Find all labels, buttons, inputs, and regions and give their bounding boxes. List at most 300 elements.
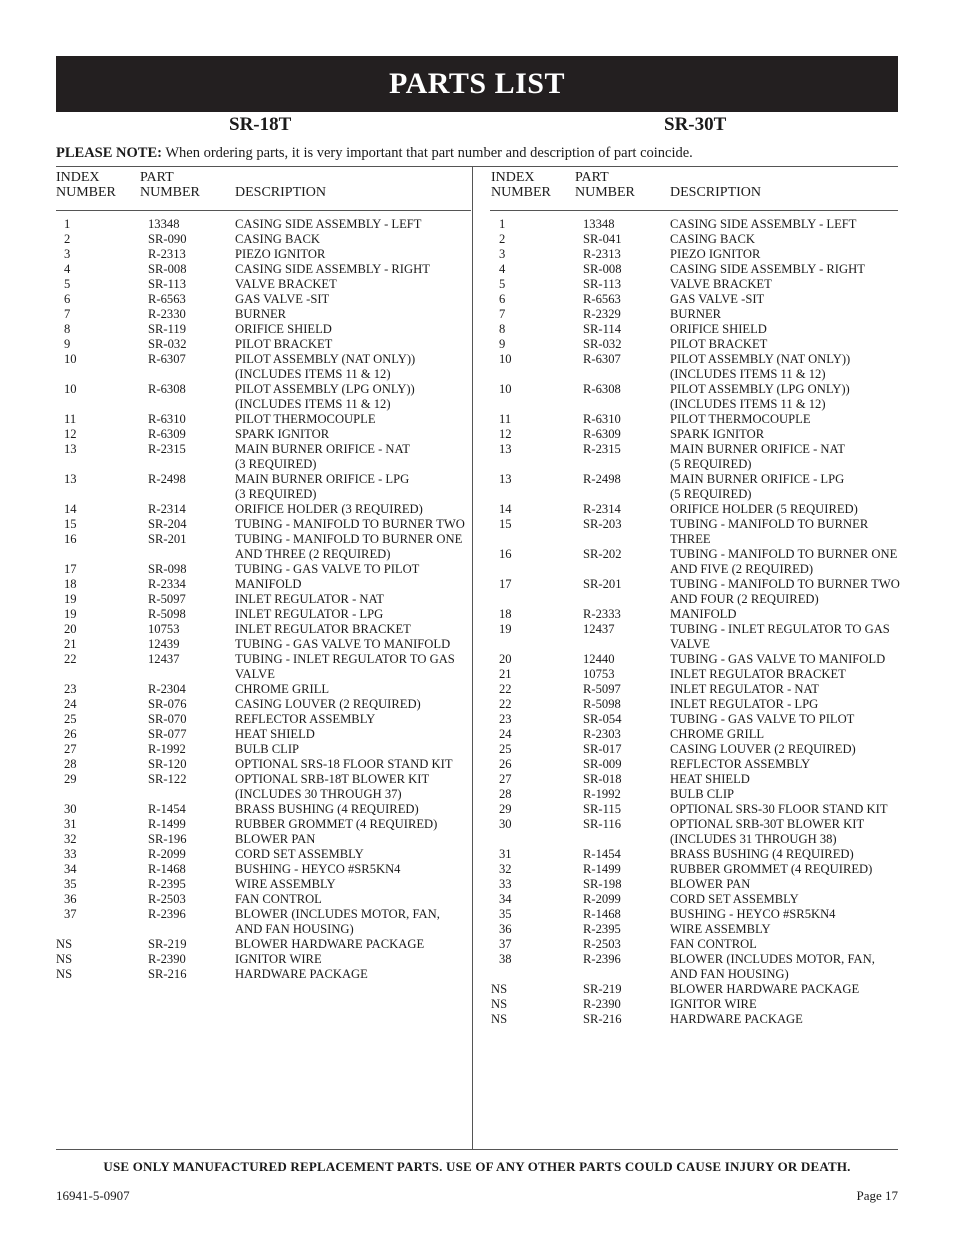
part-number-cell: R-1499: [148, 817, 186, 831]
part-number-cell: R-2503: [583, 937, 621, 951]
part-number-cell: [583, 367, 670, 382]
description-cell: (INCLUDES 31 THROUGH 38): [670, 832, 837, 846]
part-number-cell: R-6310: [148, 412, 186, 426]
description-cell: SPARK IGNITOR: [670, 427, 765, 441]
part-number-cell: SR-113: [148, 277, 187, 291]
part-number-cell: SR-219: [148, 937, 187, 951]
part-number-cell: R-2396: [583, 952, 621, 966]
index-number-cell: 21: [64, 637, 77, 651]
table-row: [56, 607, 465, 622]
description-cell: AND FIVE (2 REQUIRED): [670, 562, 814, 576]
part-number-cell: [583, 562, 670, 577]
table-row: [491, 277, 900, 292]
table-row: [56, 817, 465, 832]
description-cell: CASING SIDE ASSEMBLY - LEFT: [670, 217, 857, 231]
description-cell: ORIFICE SHIELD: [235, 322, 332, 336]
part-number-cell: R-5097: [148, 592, 186, 606]
table-row: [56, 532, 465, 547]
description-cell: BLOWER (INCLUDES MOTOR, FAN,: [670, 952, 875, 966]
table-row: [56, 622, 465, 637]
index-number-cell: [56, 487, 148, 502]
table-row: [491, 772, 900, 787]
part-number-cell: R-6309: [583, 427, 621, 441]
description-cell: MAIN BURNER ORIFICE - NAT: [235, 442, 410, 456]
description-cell: TUBING - MANIFOLD TO BURNER ONE: [235, 532, 463, 546]
table-row: [56, 847, 465, 862]
index-number-cell: 21: [499, 667, 512, 681]
description-cell: FAN CONTROL: [670, 937, 757, 951]
header-part-line2: NUMBER: [575, 185, 635, 200]
table-row: [491, 532, 900, 547]
table-row: [56, 952, 465, 967]
index-number-cell: 13: [64, 442, 77, 456]
table-row: [56, 652, 465, 667]
index-number-cell: 7: [64, 307, 71, 321]
description-cell: MAIN BURNER ORIFICE - NAT: [670, 442, 845, 456]
index-number-cell: 9: [499, 337, 506, 351]
description-cell: (INCLUDES ITEMS 11 & 12): [670, 397, 826, 411]
description-cell: OPTIONAL SRB-18T BLOWER KIT: [235, 772, 430, 786]
description-cell: VALVE: [670, 637, 710, 651]
description-cell: PILOT ASSEMBLY (NAT ONLY)): [235, 352, 416, 366]
part-number-cell: R-2334: [148, 577, 186, 591]
part-number-cell: [148, 787, 235, 802]
table-row: [491, 682, 900, 697]
index-number-cell: 23: [64, 682, 77, 696]
part-number-cell: R-2315: [583, 442, 621, 456]
description-cell: AND FOUR (2 REQUIRED): [670, 592, 819, 606]
part-number-cell: SR-120: [148, 757, 187, 771]
table-row: [56, 502, 465, 517]
table-row: [56, 352, 465, 367]
index-number-cell: 32: [499, 862, 512, 876]
table-row: [56, 742, 465, 757]
index-number-cell: 4: [64, 262, 71, 276]
part-number-cell: SR-202: [583, 547, 622, 561]
index-number-cell: 36: [64, 892, 77, 906]
index-number-cell: 27: [64, 742, 77, 756]
part-number-cell: [583, 592, 670, 607]
part-number-cell: SR-054: [583, 712, 622, 726]
index-number-cell: 15: [64, 517, 77, 531]
description-cell: VALVE BRACKET: [670, 277, 772, 291]
part-number-cell: R-1454: [148, 802, 186, 816]
description-cell: INLET REGULATOR BRACKET: [670, 667, 846, 681]
index-number-cell: 26: [64, 727, 77, 741]
table-row: [56, 667, 465, 682]
part-number-cell: 13348: [583, 217, 615, 231]
part-number-cell: 13348: [148, 217, 180, 231]
part-number-cell: R-2390: [583, 997, 621, 1011]
part-number-cell: SR-201: [583, 577, 622, 591]
description-cell: BLOWER PAN: [235, 832, 316, 846]
index-number-cell: 12: [499, 427, 512, 441]
index-number-cell: 12: [64, 427, 77, 441]
description-cell: GAS VALVE -SIT: [670, 292, 765, 306]
part-number-cell: R-2099: [148, 847, 186, 861]
part-number-cell: SR-114: [583, 322, 622, 336]
table-row: [491, 637, 900, 652]
table-row: [56, 802, 465, 817]
header-index-line1: INDEX: [491, 170, 535, 185]
index-number-cell: 6: [64, 292, 71, 306]
index-number-cell: 29: [499, 802, 512, 816]
header-rule-right: [490, 210, 898, 211]
table-row: [491, 322, 900, 337]
part-number-cell: R-5098: [583, 697, 621, 711]
index-number-cell: 18: [64, 577, 77, 591]
top-rule: [56, 166, 898, 167]
description-cell: TUBING - MANIFOLD TO BURNER TWO: [235, 517, 465, 531]
description-cell: BLOWER HARDWARE PACKAGE: [235, 937, 425, 951]
index-number-cell: 19: [499, 622, 512, 636]
table-row: [491, 877, 900, 892]
table-row: [56, 307, 465, 322]
table-row: [56, 337, 465, 352]
index-number-cell: 13: [499, 442, 512, 456]
table-row: [491, 442, 900, 457]
description-cell: TUBING - GAS VALVE TO PILOT: [670, 712, 855, 726]
index-number-cell: 24: [499, 727, 512, 741]
description-cell: MAIN BURNER ORIFICE - LPG: [235, 472, 410, 486]
index-number-cell: 8: [499, 322, 506, 336]
index-number-cell: 11: [499, 412, 512, 426]
index-number-cell: 19: [64, 592, 77, 606]
index-number-cell: 15: [499, 517, 512, 531]
description-cell: MANIFOLD: [235, 577, 302, 591]
description-cell: TUBING - INLET REGULATOR TO GAS: [670, 622, 890, 636]
index-number-cell: [491, 832, 583, 847]
description-cell: PIEZO IGNITOR: [670, 247, 761, 261]
part-number-cell: [583, 532, 670, 547]
table-row: [56, 472, 465, 487]
table-row: [56, 232, 465, 247]
description-cell: TUBING - MANIFOLD TO BURNER ONE: [670, 547, 898, 561]
part-number-cell: SR-032: [148, 337, 187, 351]
column-divider: [472, 166, 473, 1149]
table-row: [56, 937, 465, 952]
table-row: [56, 547, 465, 562]
description-cell: TUBING - GAS VALVE TO MANIFOLD: [670, 652, 886, 666]
index-number-cell: 17: [64, 562, 77, 576]
index-number-cell: 25: [499, 742, 512, 756]
part-number-cell: SR-219: [583, 982, 622, 996]
description-cell: VALVE: [235, 667, 275, 681]
index-number-cell: 38: [499, 952, 512, 966]
description-cell: BULB CLIP: [670, 787, 735, 801]
table-row: [491, 787, 900, 802]
table-row: [56, 397, 465, 412]
index-number-cell: 34: [499, 892, 512, 906]
description-cell: MAIN BURNER ORIFICE - LPG: [670, 472, 845, 486]
table-row: [491, 397, 900, 412]
table-row: [56, 757, 465, 772]
part-number-cell: SR-009: [583, 757, 622, 771]
description-cell: INLET REGULATOR - LPG: [670, 697, 819, 711]
description-cell: HEAT SHIELD: [235, 727, 315, 741]
description-cell: BURNER: [235, 307, 287, 321]
table-row: [491, 997, 900, 1012]
table-row: [56, 592, 465, 607]
part-number-cell: [148, 547, 235, 562]
description-cell: IGNITOR WIRE: [670, 997, 757, 1011]
page-title: PARTS LIST: [389, 67, 565, 100]
header-index-right: [491, 170, 551, 200]
index-number-cell: 7: [499, 307, 506, 321]
table-row: [56, 727, 465, 742]
bottom-rule: [56, 1149, 898, 1150]
safety-warning: USE ONLY MANUFACTURED REPLACEMENT PARTS. USE OF ANY OTHER PARTS COULD CAUSE INJURY OR DEATH.: [103, 1159, 851, 1174]
header-description-right: DESCRIPTION: [670, 185, 762, 200]
description-cell: BRASS BUSHING (4 REQUIRED): [670, 847, 854, 861]
table-row: [56, 277, 465, 292]
index-number-cell: 16: [499, 547, 512, 561]
index-number-cell: 14: [64, 502, 77, 516]
parts-table-sr-30t: [491, 217, 900, 1027]
part-number-cell: R-2333: [583, 607, 621, 621]
description-cell: CORD SET ASSEMBLY: [670, 892, 799, 906]
table-row: [491, 622, 900, 637]
description-cell: (5 REQUIRED): [670, 457, 752, 471]
index-number-cell: 27: [499, 772, 512, 786]
description-cell: CHROME GRILL: [670, 727, 765, 741]
description-cell: CORD SET ASSEMBLY: [235, 847, 364, 861]
index-number-cell: NS: [491, 997, 508, 1011]
description-cell: REFLECTOR ASSEMBLY: [670, 757, 811, 771]
description-cell: (INCLUDES ITEMS 11 & 12): [235, 367, 391, 381]
table-row: [56, 367, 465, 382]
part-number-cell: [148, 487, 235, 502]
part-number-cell: [583, 487, 670, 502]
table-row: [56, 877, 465, 892]
index-number-cell: 20: [64, 622, 77, 636]
description-cell: BLOWER (INCLUDES MOTOR, FAN,: [235, 907, 440, 921]
description-cell: CASING LOUVER (2 REQUIRED): [670, 742, 856, 756]
table-row: [491, 577, 900, 592]
description-cell: (INCLUDES 30 THROUGH 37): [235, 787, 402, 801]
table-row: [56, 217, 465, 232]
table-row: [491, 652, 900, 667]
document-number: 16941-5-0907: [56, 1188, 130, 1203]
description-cell: CASING SIDE ASSEMBLY - RIGHT: [235, 262, 430, 276]
table-row: [56, 262, 465, 277]
index-number-cell: 35: [64, 877, 77, 891]
note-label: PLEASE NOTE:: [56, 145, 162, 161]
table-row: [491, 487, 900, 502]
description-cell: PILOT ASSEMBLY (NAT ONLY)): [670, 352, 851, 366]
part-number-cell: 12440: [583, 652, 615, 666]
title-banner: [56, 56, 898, 112]
header-part-right: [575, 170, 635, 200]
index-number-cell: [56, 367, 148, 382]
part-number-cell: 12439: [148, 637, 180, 651]
index-number-cell: 3: [499, 247, 506, 261]
index-number-cell: 10: [499, 382, 512, 396]
index-number-cell: [491, 367, 583, 382]
part-number-cell: R-6309: [148, 427, 186, 441]
table-row: [491, 412, 900, 427]
part-number-cell: R-2503: [148, 892, 186, 906]
description-cell: TUBING - GAS VALVE TO MANIFOLD: [235, 637, 451, 651]
table-row: [491, 262, 900, 277]
part-number-cell: R-2313: [583, 247, 621, 261]
description-cell: PILOT BRACKET: [670, 337, 768, 351]
part-number-cell: SR-008: [148, 262, 187, 276]
index-number-cell: 1: [499, 217, 506, 231]
table-row: [491, 472, 900, 487]
part-number-cell: R-6307: [583, 352, 621, 366]
index-number-cell: 22: [499, 697, 512, 711]
index-number-cell: 35: [499, 907, 512, 921]
description-cell: THREE: [670, 532, 711, 546]
index-number-cell: NS: [491, 982, 508, 996]
table-row: [491, 712, 900, 727]
table-row: [491, 367, 900, 382]
part-number-cell: R-2314: [583, 502, 621, 516]
description-cell: (INCLUDES ITEMS 11 & 12): [235, 397, 391, 411]
table-row: [491, 547, 900, 562]
table-row: [491, 517, 900, 532]
part-number-cell: [583, 832, 670, 847]
description-cell: HARDWARE PACKAGE: [235, 967, 368, 981]
description-cell: BUSHING - HEYCO #SR5KN4: [235, 862, 401, 876]
part-number-cell: [148, 457, 235, 472]
table-row: [56, 772, 465, 787]
description-cell: (INCLUDES ITEMS 11 & 12): [670, 367, 826, 381]
part-number-cell: [148, 367, 235, 382]
index-number-cell: NS: [56, 952, 73, 966]
table-row: [491, 802, 900, 817]
index-number-cell: 14: [499, 502, 512, 516]
part-number-cell: R-2396: [148, 907, 186, 921]
description-cell: ORIFICE HOLDER (3 REQUIRED): [235, 502, 423, 516]
description-cell: (3 REQUIRED): [235, 487, 317, 501]
table-row: [56, 637, 465, 652]
table-row: [491, 247, 900, 262]
description-cell: REFLECTOR ASSEMBLY: [235, 712, 376, 726]
index-number-cell: 13: [64, 472, 77, 486]
header-description-left: DESCRIPTION: [235, 185, 327, 200]
index-number-cell: 30: [64, 802, 77, 816]
index-number-cell: NS: [56, 937, 73, 951]
ordering-note: [56, 145, 693, 162]
part-number-cell: R-2390: [148, 952, 186, 966]
index-number-cell: 8: [64, 322, 71, 336]
table-row: [56, 427, 465, 442]
index-number-cell: [491, 562, 583, 577]
index-number-cell: 34: [64, 862, 77, 876]
index-number-cell: [491, 397, 583, 412]
header-index-line1: INDEX: [56, 170, 100, 185]
index-number-cell: [56, 667, 148, 682]
description-cell: CASING SIDE ASSEMBLY - RIGHT: [670, 262, 865, 276]
index-number-cell: 36: [499, 922, 512, 936]
description-cell: VALVE BRACKET: [235, 277, 337, 291]
table-row: [491, 922, 900, 937]
index-number-cell: 33: [499, 877, 512, 891]
part-number-cell: R-2315: [148, 442, 186, 456]
index-number-cell: 17: [499, 577, 512, 591]
table-row: [491, 382, 900, 397]
index-number-cell: [56, 922, 148, 937]
table-row: [56, 967, 465, 982]
description-cell: AND FAN HOUSING): [235, 922, 354, 936]
table-row: [491, 817, 900, 832]
part-number-cell: R-5097: [583, 682, 621, 696]
table-row: [491, 982, 900, 997]
header-part-line1: PART: [575, 170, 609, 185]
part-number-cell: SR-115: [583, 802, 622, 816]
part-number-cell: SR-198: [583, 877, 622, 891]
table-row: [56, 712, 465, 727]
index-number-cell: NS: [56, 967, 73, 981]
description-cell: GAS VALVE -SIT: [235, 292, 330, 306]
index-number-cell: 20: [499, 652, 512, 666]
header-part-line2: NUMBER: [140, 185, 200, 200]
table-row: [491, 727, 900, 742]
index-number-cell: 2: [499, 232, 506, 246]
part-number-cell: SR-216: [583, 1012, 622, 1026]
description-cell: BUSHING - HEYCO #SR5KN4: [670, 907, 836, 921]
table-row: [491, 457, 900, 472]
index-number-cell: 32: [64, 832, 77, 846]
table-row: [56, 247, 465, 262]
description-cell: TUBING - GAS VALVE TO PILOT: [235, 562, 420, 576]
index-number-cell: [491, 967, 583, 982]
part-number-cell: R-2498: [148, 472, 186, 486]
table-row: [56, 922, 465, 937]
description-cell: RUBBER GROMMET (4 REQUIRED): [235, 817, 438, 831]
description-cell: PILOT BRACKET: [235, 337, 333, 351]
header-index-line2: NUMBER: [56, 185, 116, 200]
index-number-cell: [491, 592, 583, 607]
part-number-cell: 10753: [583, 667, 615, 681]
part-number-cell: SR-196: [148, 832, 187, 846]
index-number-cell: [56, 547, 148, 562]
index-number-cell: 6: [499, 292, 506, 306]
table-row: [56, 517, 465, 532]
description-cell: BLOWER HARDWARE PACKAGE: [670, 982, 860, 996]
header-part-line1: PART: [140, 170, 174, 185]
description-cell: FAN CONTROL: [235, 892, 322, 906]
index-number-cell: 3: [64, 247, 71, 261]
part-number-cell: [583, 457, 670, 472]
part-number-cell: R-2304: [148, 682, 186, 696]
index-number-cell: 10: [64, 352, 77, 366]
description-cell: INLET REGULATOR - NAT: [235, 592, 384, 606]
part-number-cell: R-6563: [583, 292, 621, 306]
description-cell: CASING LOUVER (2 REQUIRED): [235, 697, 421, 711]
index-number-cell: 22: [64, 652, 77, 666]
table-row: [56, 382, 465, 397]
part-number-cell: R-2303: [583, 727, 621, 741]
description-cell: ORIFICE SHIELD: [670, 322, 767, 336]
index-number-cell: [56, 397, 148, 412]
index-number-cell: 33: [64, 847, 77, 861]
part-number-cell: R-1499: [583, 862, 621, 876]
table-row: [491, 502, 900, 517]
table-row: [56, 577, 465, 592]
description-cell: PIEZO IGNITOR: [235, 247, 326, 261]
table-row: [491, 832, 900, 847]
table-row: [491, 232, 900, 247]
description-cell: RUBBER GROMMET (4 REQUIRED): [670, 862, 873, 876]
part-number-cell: SR-008: [583, 262, 622, 276]
table-row: [56, 322, 465, 337]
description-cell: BRASS BUSHING (4 REQUIRED): [235, 802, 419, 816]
table-row: [491, 607, 900, 622]
table-row: [56, 892, 465, 907]
